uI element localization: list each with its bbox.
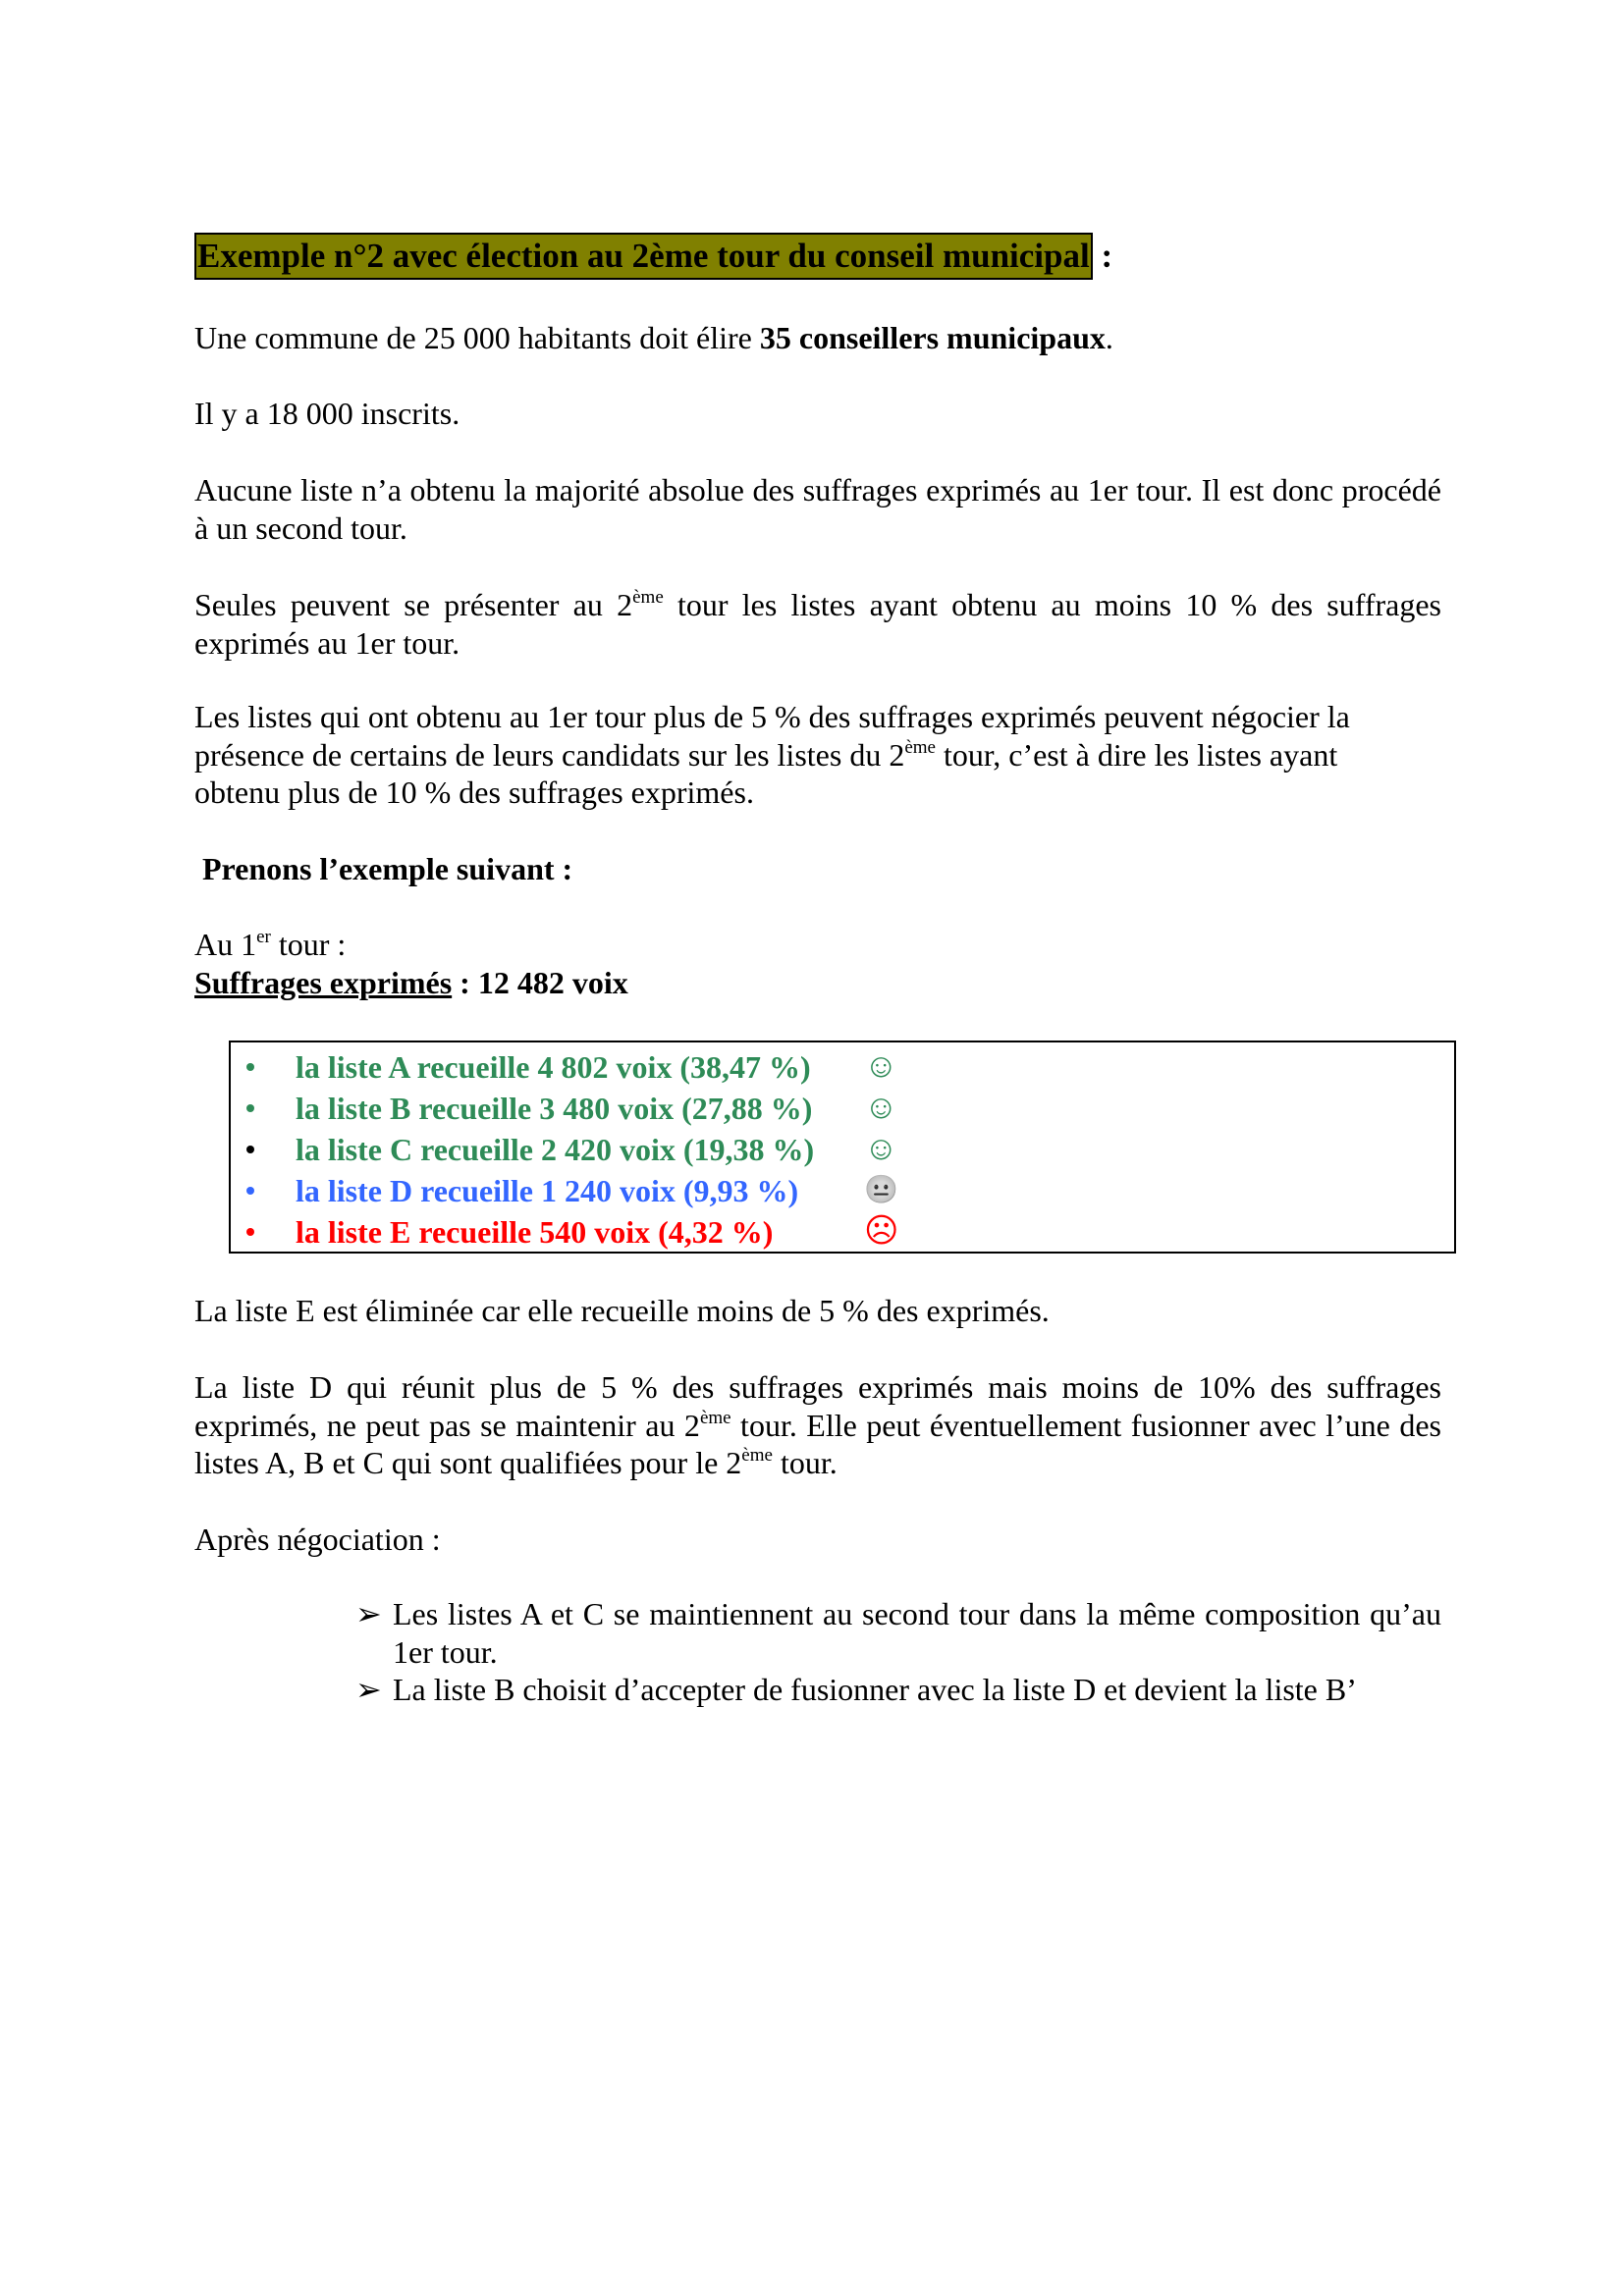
results-box (229, 1041, 1456, 1254)
example-heading: Prenons l’exemple suivant : (202, 851, 573, 886)
title-suffix: : (1092, 237, 1113, 275)
section-title (194, 233, 1112, 280)
result-item (231, 1211, 1454, 1253)
result-item (231, 1088, 1454, 1129)
result-text: la liste D recueille 1 240 voix (9,93 %) (296, 1173, 799, 1208)
round-label: Au 1er tour : (194, 927, 347, 962)
bullet-item: ➢ La liste B choisit d’accepter de fusionner avec la liste D et devient la liste B’ (355, 1672, 1357, 1707)
result-text: la liste B recueille 3 480 voix (27,88 %) (296, 1091, 813, 1126)
bullet-dot-icon (246, 1187, 254, 1195)
paragraph-negociation: Après négociation : (194, 1522, 441, 1557)
smiley-neutral-icon: 😐 (864, 1175, 898, 1205)
bullet-dot-icon (246, 1146, 254, 1153)
suffrages-label: Suffrages exprimés (194, 965, 453, 1000)
result-item (231, 1046, 1454, 1088)
smiley-happy-icon: ☺ (864, 1131, 898, 1167)
smiley-happy-icon: ☺ (864, 1090, 898, 1126)
smiley-sad-icon: ☹ (864, 1213, 899, 1250)
result-item (231, 1170, 1454, 1211)
smiley-happy-icon: ☺ (864, 1048, 898, 1085)
paragraph-inscrits: Il y a 18 000 inscrits. (194, 396, 460, 431)
bullet-dot-icon (246, 1063, 254, 1071)
bullet-item: ➢ Les listes A et C se maintiennent au second tour dans la même composition qu’au 1er tour. (355, 1596, 1441, 1670)
bullet-dot-icon (246, 1104, 254, 1112)
paragraph-majorite: Aucune liste n’a obtenu la majorité absolue des suffrages exprimés au 1er tour. Il est donc procédé à un second tour. (194, 472, 1441, 546)
suffrages-line (194, 964, 1441, 1002)
suffrages-value: : 12 482 voix (452, 965, 628, 1000)
paragraph-seuil-10: Seules peuvent se présenter au 2ème tour les listes ayant obtenu au moins 10 % des suffrages exprimés au 1er tour. (194, 587, 1442, 661)
arrow-bullet-icon: ➢ (355, 1672, 382, 1707)
result-text: la liste A recueille 4 802 voix (38,47 %) (296, 1049, 811, 1085)
paragraph-commune: Une commune de 25 000 habitants doit élire 35 conseillers municipaux. (194, 320, 1113, 355)
paragraph-seuil-5: Les listes qui ont obtenu au 1er tour plus de 5 % des suffrages exprimés peuvent négocier la présence de certains de leurs candidats sur les listes du 2ème tour, c’est à dire les listes ayant obtenu plus de 10 % des suffrages exprimés. (194, 699, 1350, 810)
result-text: la liste E recueille 540 voix (4,32 %) (296, 1214, 774, 1250)
result-item (231, 1129, 1454, 1170)
title-highlight: Exemple n°2 avec élection au 2ème tour du conseil municipal (194, 233, 1093, 280)
bullet-dot-icon (246, 1228, 254, 1236)
paragraph-liste-d: La liste D qui réunit plus de 5 % des suffrages exprimés mais moins de 10% des suffrages exprimés, ne peut pas se maintenir au 2ème tour. Elle peut éventuellement fusionner avec l’une des listes A, B et C qui sont qualifiées pour le 2ème tour. (194, 1369, 1442, 1480)
arrow-bullet-icon: ➢ (355, 1596, 382, 1631)
paragraph-liste-e: La liste E est éliminée car elle recueille moins de 5 % des exprimés. (194, 1293, 1050, 1328)
result-text: la liste C recueille 2 420 voix (19,38 %) (296, 1132, 815, 1167)
